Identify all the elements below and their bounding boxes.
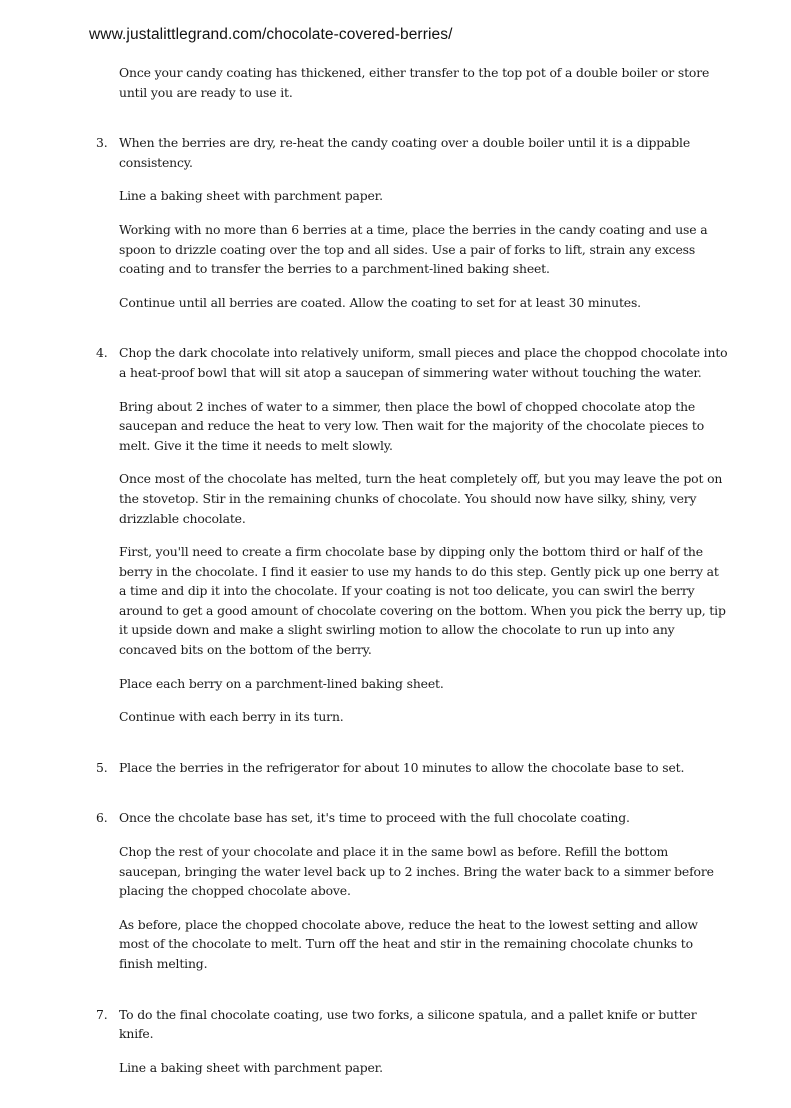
page-url-header: www.justalittlegrand.com/chocolate-covered-berries/ (89, 26, 453, 43)
step-paragraph: Once most of the chocolate has melted, turn the heat completely off, but you may leave the pot on the stovetop. Stir in the remaining chunks of chocolate. You should now have silky, shiny, very drizzlable chocolate. (119, 471, 723, 526)
step-paragraph: Once the chcolate base has set, it's time to proceed with the full chocolate coating. (119, 810, 630, 826)
step-paragraph: Place each berry on a parchment-lined baking sheet. (119, 675, 444, 691)
step-number: 5. (96, 759, 108, 775)
step-3 (89, 133, 729, 312)
step-paragraph: When the berries are dry, re-heat the candy coating over a double boiler until it is a dippable consistency. (119, 135, 691, 170)
step-number: 7. (96, 1006, 108, 1022)
step-number: 4. (96, 345, 108, 361)
step-5 (89, 758, 729, 778)
step-paragraph: Continue with each berry in its turn. (119, 709, 344, 725)
step-number: 6. (96, 810, 108, 826)
step-paragraph: Chop the dark chocolate into relatively uniform, small pieces and place the choppod chocolate into a heat-proof bowl that will sit atop a saucepan of simmering water without touching the water. (119, 345, 728, 380)
recipe-instructions (89, 63, 729, 1108)
step-paragraph: Place the berries in the refrigerator for about 10 minutes to allow the chocolate base to set. (119, 759, 685, 775)
step-paragraph: Chop the rest of your chocolate and place it in the same bowl as before. Refill the bottom saucepan, bringing the water level back up to 2 inches. Bring the water back to a simmer before placing the chopped chocolate above. (119, 844, 714, 899)
step-4 (89, 343, 729, 727)
step-paragraph: To do the final chocolate coating, use two forks, a silicone spatula, and a pallet knife or butter knife. (119, 1006, 697, 1042)
step-paragraph: Bring about 2 inches of water to a simmer, then place the bowl of chopped chocolate atop the saucepan and reduce the heat to very low. Then wait for the majority of the chocolate pieces to melt. Give it the time it needs to melt slowly. (119, 398, 705, 453)
step-paragraph: Continue until all berries are coated. Allow the coating to set for at least 30 minutes. (119, 294, 641, 310)
steps-list (89, 133, 729, 1077)
lead-paragraph: Once your candy coating has thickened, either transfer to the top pot of a double boiler or store until you are ready to use it. (119, 65, 710, 100)
step-7 (89, 1005, 729, 1078)
step-paragraph: As before, place the chopped chocolate above, reduce the heat to the lowest setting and allow most of the chocolate to melt. Turn off the heat and stir in the remaining chocolate chunks to finish melting. (119, 916, 698, 971)
step-paragraph: Line a baking sheet with parchment paper. (119, 1059, 383, 1075)
step-paragraph: Line a baking sheet with parchment paper. (119, 188, 383, 204)
step-number: 3. (96, 135, 108, 151)
step-paragraph: First, you'll need to create a firm chocolate base by dipping only the bottom third or half of the berry in the chocolate. I find it easier to use my hands to do this step. Gently pick up one berry at a time and dip it into the chocolate. If your coating is not too delicate, you can swirl the berry around to get a good amount of chocolate covering on the bottom. When you pick the berry up, tip it upside down and make a slight swirling motion to allow the chocolate to run up into any concaved bits on the bottom of the berry. (119, 544, 726, 658)
step-6 (89, 808, 729, 973)
step-paragraph: Working with no more than 6 berries at a time, place the berries in the candy coating and use a spoon to drizzle coating over the top and all sides. Use a pair of forks to lift, strain any excess coating and to transfer the berries to a parchment-lined baking sheet. (119, 221, 708, 277)
